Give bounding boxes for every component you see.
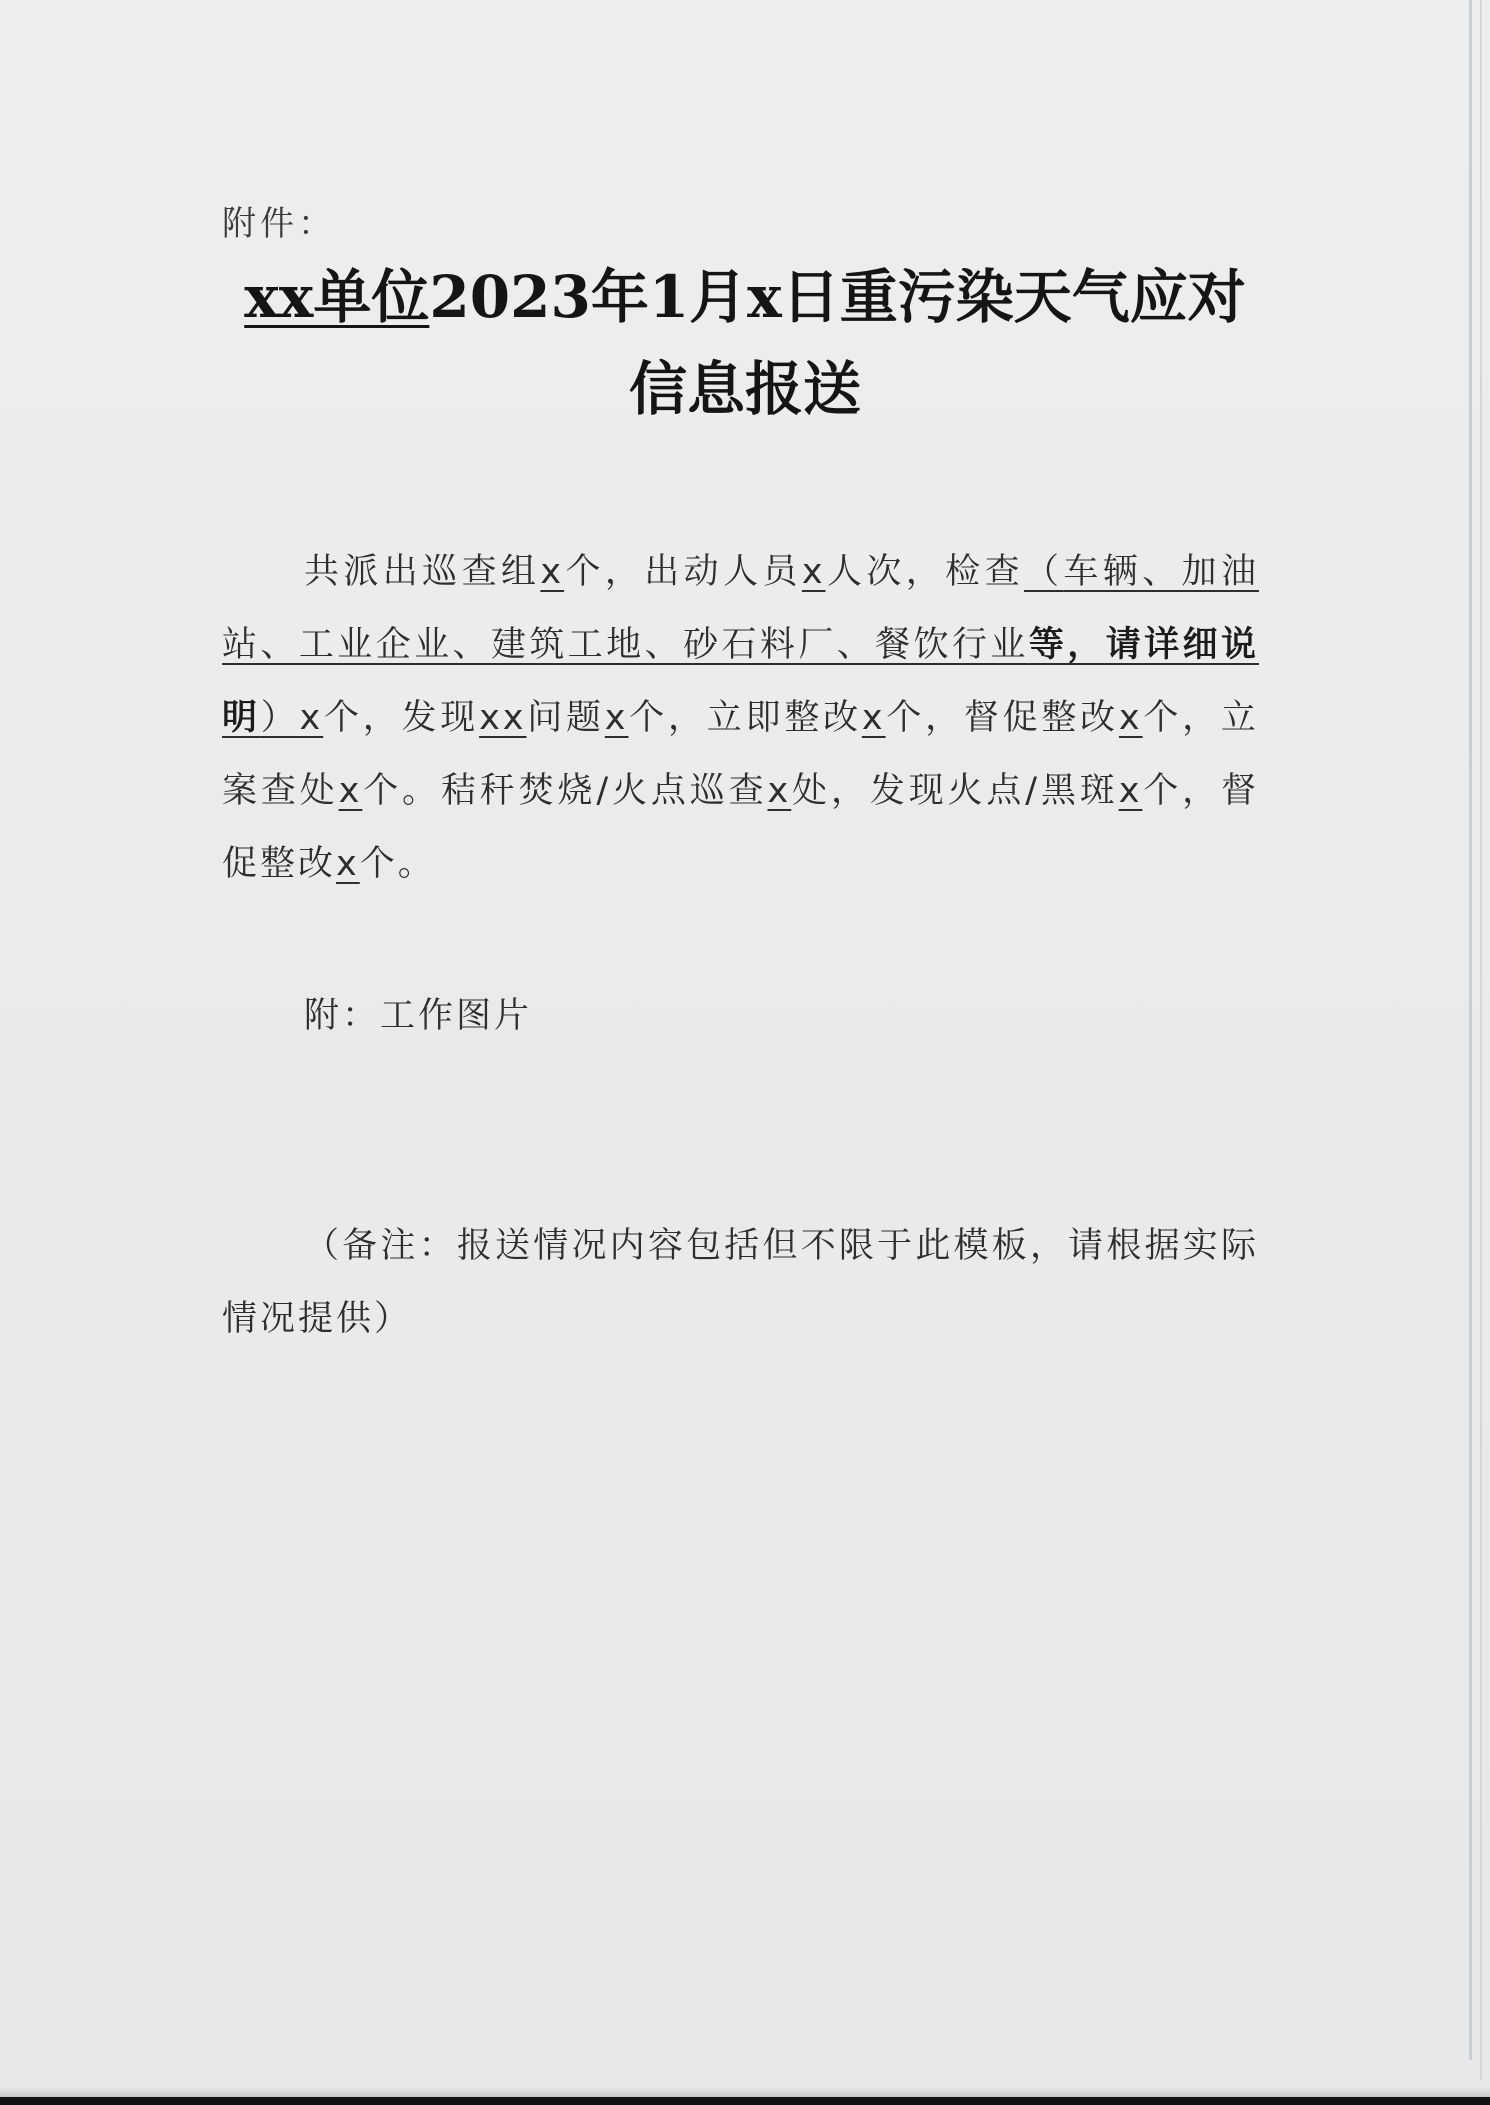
text-segment: 处，发现火点/黑斑 (791, 771, 1119, 811)
text-segment: 个，立即整改 (628, 698, 862, 738)
blank-value: x (1118, 698, 1143, 738)
text-segment: 个，督促整改 (222, 771, 1260, 884)
page-edge-shadow (1469, 0, 1472, 2060)
attachment-note: 附：工作图片 (304, 996, 533, 1036)
title-date-subject: 2023年1月x日重污染天气应对 (429, 263, 1246, 331)
text-segment: 个，出动人员 (564, 552, 802, 592)
scan-bottom-shade (0, 2087, 1490, 2097)
text-segment: 个，发现 (323, 698, 480, 738)
remark-paragraph: （备注：报送情况内容包括但不限于此模板，请根据实际情况提供） (222, 1226, 1259, 1339)
text-segment: 个。 (359, 844, 436, 884)
text-segment: 个，督促整改 (885, 698, 1119, 738)
title-unit-placeholder: xx单位 (244, 263, 430, 331)
text-segment: 个，立案查处 (222, 698, 1259, 811)
page-edge-shadow-outer (1480, 0, 1482, 2080)
text-segment: 个。秸秆焚烧/火点巡查 (362, 771, 768, 811)
text-segment: 共派出巡查组 (304, 552, 541, 592)
text-segment: 问题 (526, 698, 605, 738)
blank-value: xx (479, 698, 527, 738)
blank-value: x (1118, 771, 1143, 811)
text-segment: （ (1023, 552, 1064, 592)
text-segment: ） (260, 698, 300, 738)
text-segment: 车辆、加油站、工业企业、建筑工地、砂石料厂、餐饮行业 (222, 552, 1259, 665)
blank-value: x (767, 771, 792, 811)
text-segment: 人次，检查 (825, 552, 1024, 592)
blank-value: x (540, 552, 565, 592)
blank-value: x (336, 844, 360, 884)
document-title-line-1 (150, 263, 1340, 331)
blank-value: x (299, 698, 324, 738)
report-paragraph (222, 536, 1259, 901)
attachment-label: 附件： (222, 204, 336, 244)
document-title-line-2: 信息报送 (628, 355, 861, 423)
text-segment-bold: 等，请详细说明 (222, 625, 1259, 738)
blank-value: x (338, 771, 363, 811)
blank-value: x (801, 552, 826, 592)
blank-value: x (604, 698, 629, 738)
blank-value: x (861, 698, 886, 738)
scan-bottom-edge (0, 2097, 1490, 2105)
